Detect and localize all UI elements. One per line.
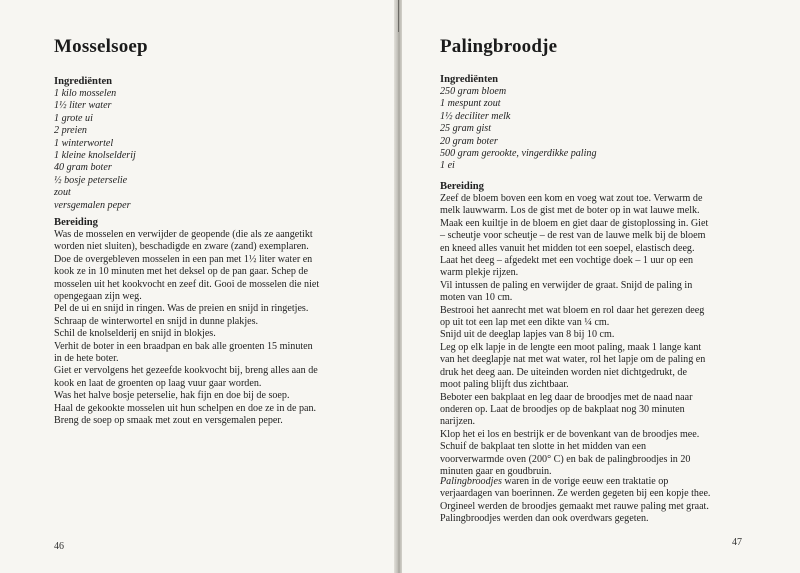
preparation-line: Doe de overgebleven mosselen in een pan met 1½ liter water en xyxy=(54,253,313,265)
preparation-line: Pel de ui en snijd in ringen. Was de preien en snijd in ringetjes. xyxy=(54,303,309,315)
preparation-line: worden niet sluiten), beschadigde en zware (zand) exemplaren. xyxy=(54,241,309,253)
recipe-title-mosselsoep: Mosselsoep xyxy=(54,36,148,57)
preparation-line: melk lauwwarm. Los de gist met de boter op in wat lauwe melk. xyxy=(440,205,700,217)
preparation-line: Laat het deeg – afgedekt met een vochtige doek – 1 uur op een xyxy=(440,255,694,267)
ingredient-item: 1 kleine knolselderij xyxy=(54,150,136,162)
preparation-line: kook ze in 10 minuten met het deksel op de pan gaar. Schep de xyxy=(54,266,308,278)
preparation-line: Schraap de winterwortel en snijd in dunne plakjes. xyxy=(54,315,259,327)
ingredient-item: 25 gram gist xyxy=(440,123,492,135)
ingredient-item: 1½ liter water xyxy=(54,100,112,112)
preparation-line: Verhit de boter in een braadpan en bak alle groenten 15 minuten xyxy=(54,340,313,352)
recipe-title-palingbroodje: Palingbroodje xyxy=(440,36,558,57)
ingredient-item: 1 winterwortel xyxy=(54,137,114,149)
preparation-section-right xyxy=(440,180,792,478)
ingredient-item: 500 gram gerookte, vingerdikke paling xyxy=(440,148,597,160)
preparation-line: Leg op elk lapje in de lengte een moot paling, maak 1 lange kant xyxy=(440,341,702,353)
ingredient-item: 1 ei xyxy=(440,160,455,172)
preparation-line: druk het deeg aan. De uiteinden worden niet dichtgedrukt, de xyxy=(440,366,687,378)
preparation-line: op uit tot een lap met een dikte van ¼ cm. xyxy=(440,317,610,329)
page-number-right: 47 xyxy=(732,537,742,548)
preparation-line: Was de mosselen en verwijder de geopende (die als ze aangetikt xyxy=(54,229,313,240)
preparation-line: Haal de gekookte mosselen uit hun schelpen en doe ze in de pan. xyxy=(54,402,317,414)
ingredients-heading-right: Ingrediënten xyxy=(440,74,499,85)
preparation-line: Snijd uit de deeglap lapjes van 8 bij 10 cm. xyxy=(440,329,615,341)
note-line: verjaardagen van boerinnen. Ze werden gegeten bij een kopje thee. xyxy=(440,488,711,500)
preparation-line: Breng de soep op smaak met zout en versgemalen peper. xyxy=(54,415,283,427)
note-line: Orgineel werden de broodjes gemaakt met rauwe paling met graat. xyxy=(440,500,709,512)
ingredient-item: 40 gram boter xyxy=(54,162,112,174)
preparation-line: en kneed alles vanuit het midden tot een soepel, elastisch deeg. xyxy=(440,242,695,254)
ingredient-item: ½ bosje peterselie xyxy=(54,174,128,186)
preparation-line: Schuif de bakplaat ten slotte in het midden van een xyxy=(440,441,647,453)
preparation-line: minuten gaar en goudbruin. xyxy=(440,465,552,477)
ingredient-item: 1½ deciliter melk xyxy=(440,110,511,122)
preparation-line: Schil de knolselderij en snijd in blokjes. xyxy=(54,328,216,340)
preparation-line: Giet er vervolgens het gezeefde kookvocht bij, breng alles aan de xyxy=(54,365,318,377)
preparation-line: opengegaan zijn weg. xyxy=(54,291,142,303)
page-number-left: 46 xyxy=(54,541,64,552)
preparation-text-left xyxy=(54,229,390,428)
preparation-text-right xyxy=(440,193,792,478)
preparation-line: narijzen. xyxy=(440,416,476,428)
ingredient-item: 1 kilo mosselen xyxy=(54,88,117,99)
ingredient-item: 1 grote ui xyxy=(54,112,93,124)
ingredient-item: zout xyxy=(54,187,71,199)
ingredients-section-right xyxy=(440,73,790,173)
preparation-line: Klop het ei los en bestrijk er de bovenkant van de broodjes mee. xyxy=(440,428,700,440)
ingredient-item: 20 gram boter xyxy=(440,135,498,147)
preparation-heading-right: Bereiding xyxy=(440,181,484,192)
preparation-line: Vil intussen de paling en verwijder de graat. Snijd de paling in xyxy=(440,279,693,291)
right-page xyxy=(402,0,800,573)
ingredient-item: 1 mespunt zout xyxy=(440,98,501,110)
gutter-fold-line xyxy=(398,0,399,32)
note-first-line-rest: waren in de vorige eeuw een traktatie op xyxy=(501,476,669,487)
ingredients-list-left xyxy=(54,88,384,212)
preparation-line: onderen op. Laat de broodjes op de bakplaat nog 30 minuten xyxy=(440,403,685,415)
ingredients-section-left xyxy=(54,75,384,212)
ingredients-list-right xyxy=(440,86,790,173)
preparation-section-left xyxy=(54,216,390,428)
preparation-line: moten van 10 cm. xyxy=(440,292,513,304)
note-line xyxy=(440,476,792,488)
preparation-line: Zeef de bloem boven een kom en voeg wat zout toe. Verwarm de xyxy=(440,193,703,204)
left-page xyxy=(0,0,396,573)
preparation-line: Maak een kuiltje in de bloem en giet daar de gistoplossing in. Giet xyxy=(440,217,709,229)
preparation-line: mosselen uit het kookvocht en zeef dit. Gooi de mosselen die niet xyxy=(54,278,320,290)
ingredient-item: versgemalen peper xyxy=(54,199,131,211)
preparation-line: van het deeglapje nat met wat water, rol het lapje om de paling en xyxy=(440,354,706,366)
preparation-line: moot paling blijft dus zichtbaar. xyxy=(440,379,569,391)
note-line: Palingbroodjes werden dan ook overdwars gegeten. xyxy=(440,513,649,525)
preparation-line: Bestrooi het aanrecht met wat bloem en rol daar het gerezen deeg xyxy=(440,304,705,316)
ingredient-item: 2 preien xyxy=(54,125,87,137)
ingredients-heading-left: Ingrediënten xyxy=(54,76,113,87)
preparation-line: in de hete boter. xyxy=(54,353,119,365)
preparation-heading-left: Bereiding xyxy=(54,217,98,228)
ingredient-item: 250 gram bloem xyxy=(440,86,507,97)
preparation-line: voorverwarmde oven (200° C) en bak de palingbroodjes in 20 xyxy=(440,453,691,465)
preparation-line: – scheutje voor scheutje – de rest van de lauwe melk bij de bloem xyxy=(440,230,706,242)
note-italic-word: Palingbroodjes xyxy=(440,476,502,487)
preparation-line: Beboter een bakplaat en leg daar de broodjes met de naad naar xyxy=(440,391,693,403)
history-note xyxy=(440,476,792,526)
preparation-line: Was het halve bosje peterselie, hak fijn en doe bij de soep. xyxy=(54,390,290,402)
preparation-line: warm plekje rijzen. xyxy=(440,267,519,279)
preparation-line: kook en laat de groenten op laag vuur gaar worden. xyxy=(54,377,262,389)
